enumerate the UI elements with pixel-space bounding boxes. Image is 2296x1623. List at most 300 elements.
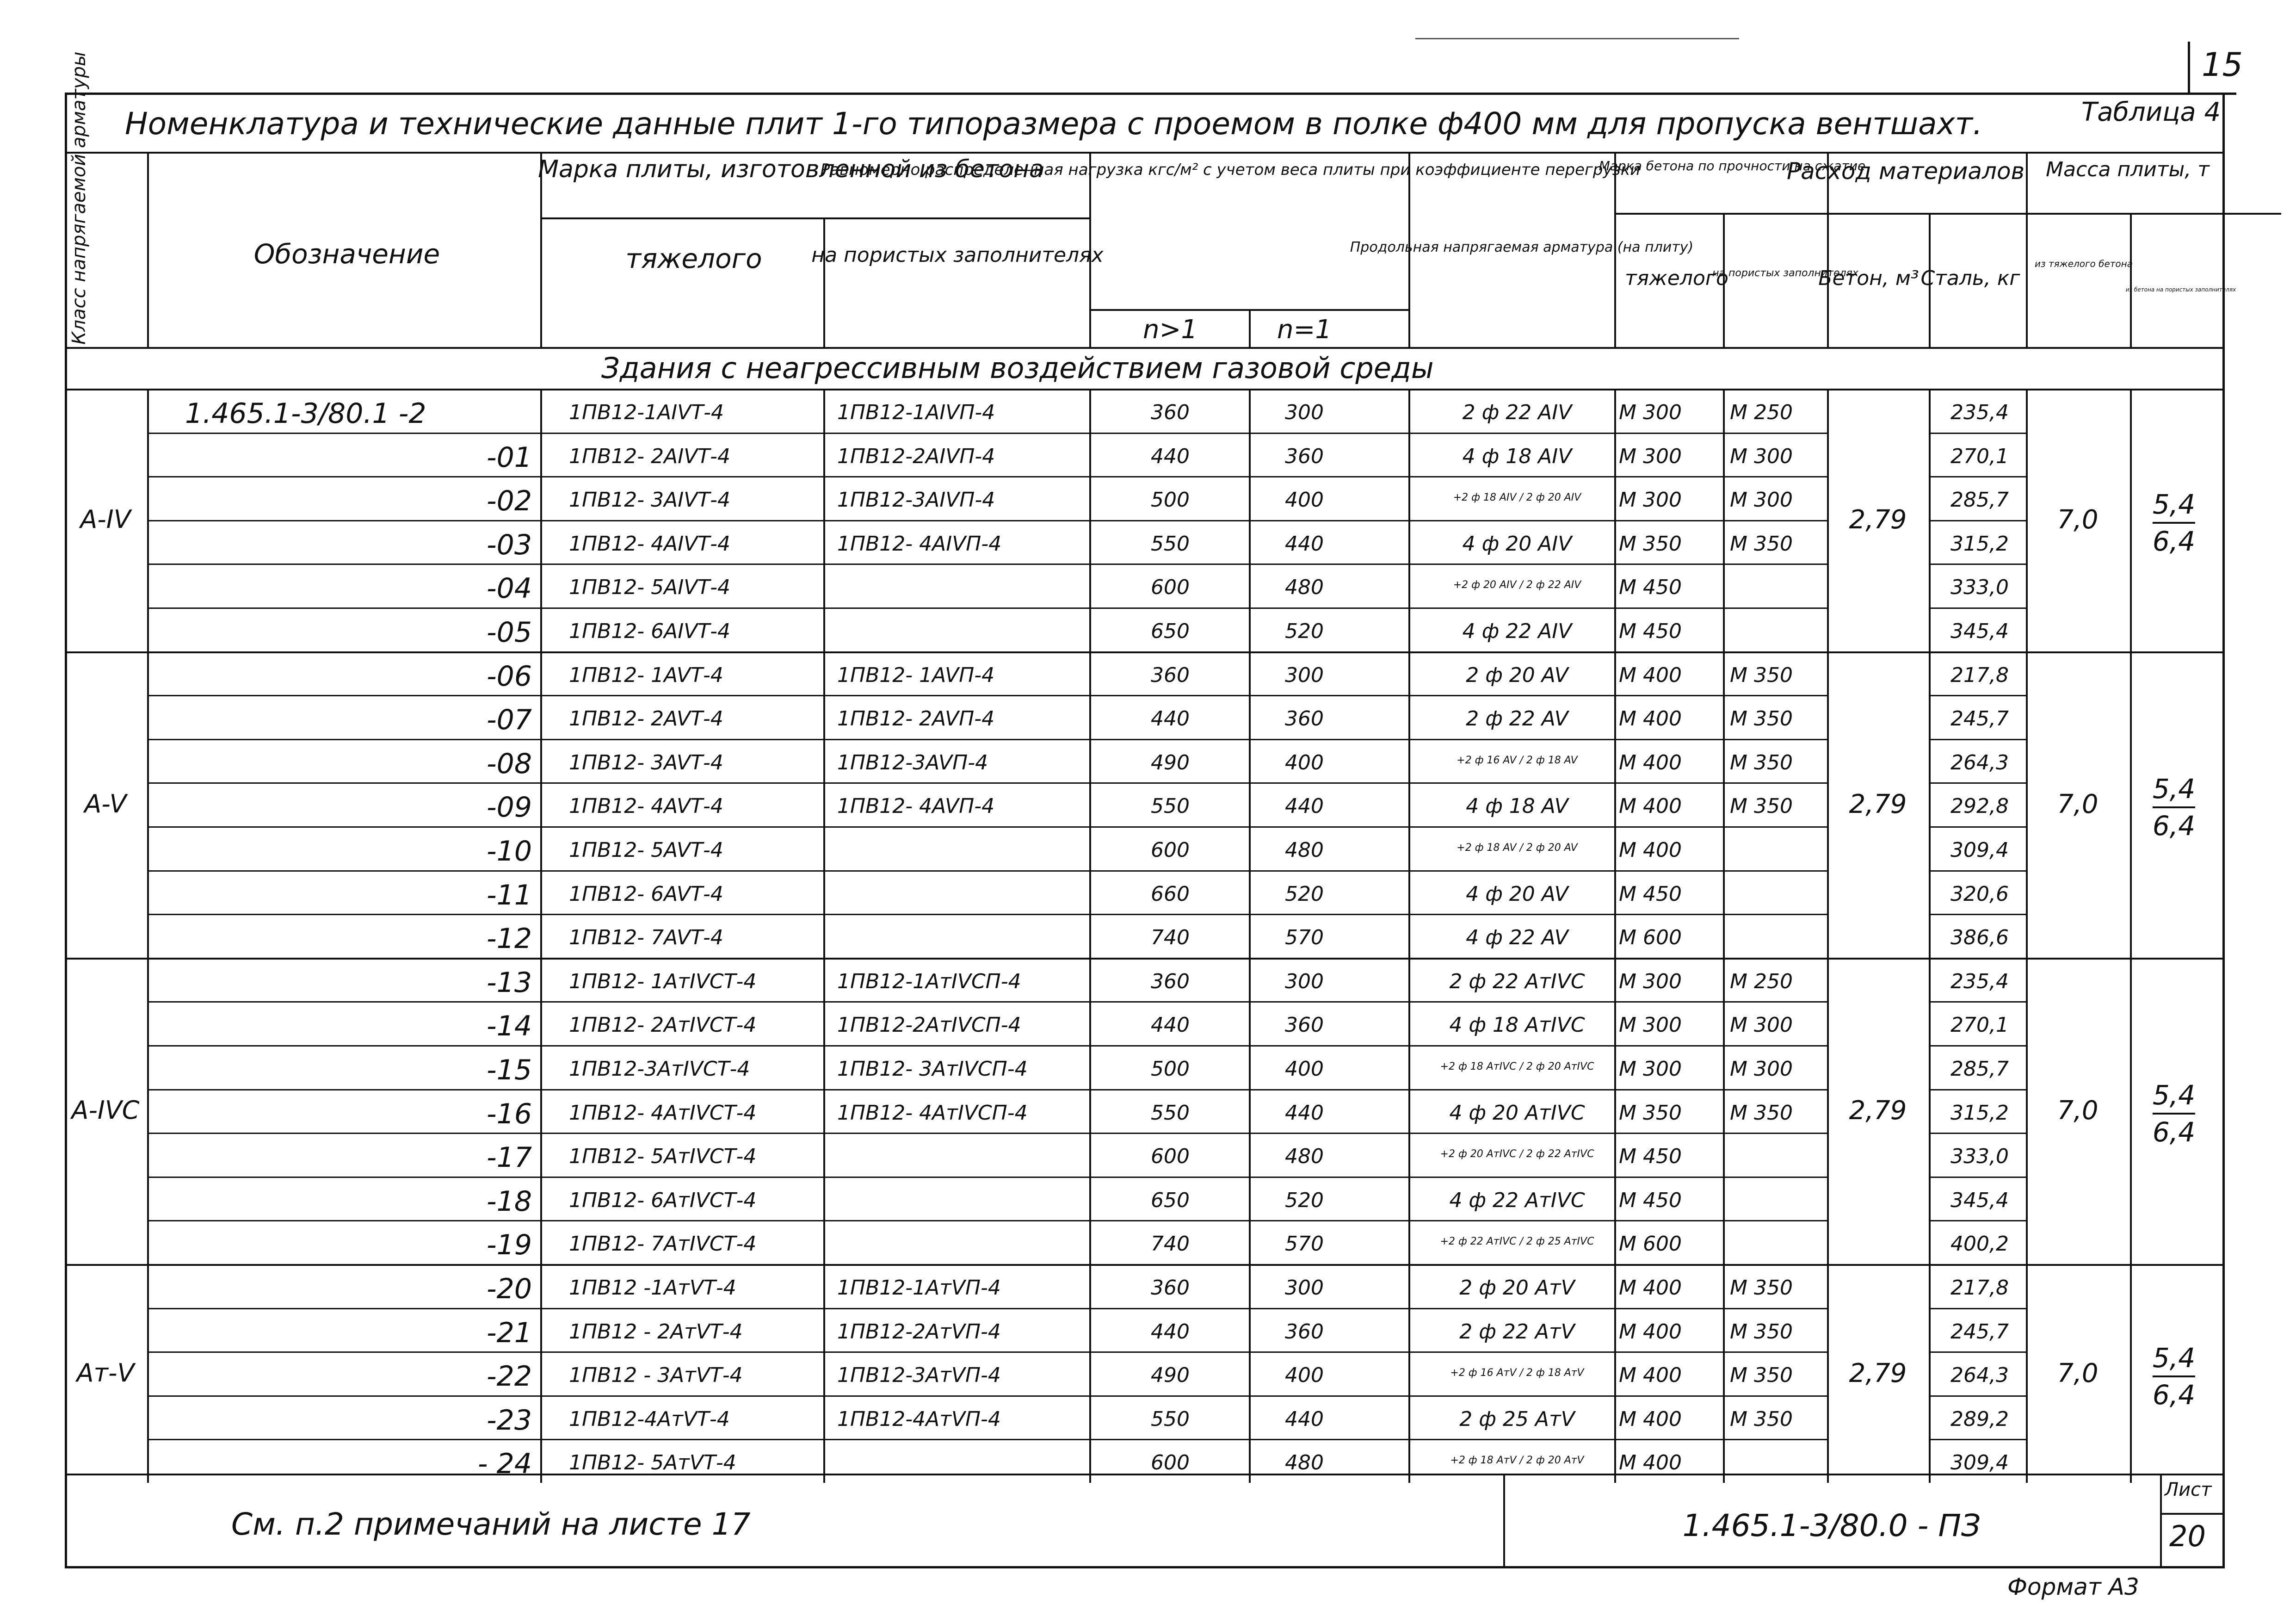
table-label: Таблица 4 — [2081, 97, 2221, 127]
grade-heavy-cell: М 450 — [1619, 882, 1682, 906]
row-separator-steel — [1929, 782, 2026, 784]
mark-heavy-cell: 1ПВ12- 6AтIVСТ-4 — [569, 1188, 757, 1212]
mark-heavy-cell: 1ПВ12- 4AтIVСТ-4 — [569, 1101, 757, 1125]
load-n2-cell: 360 — [1285, 707, 1324, 731]
load-n1-cell: 550 — [1151, 1101, 1190, 1125]
grade-heavy-cell: М 400 — [1619, 1451, 1682, 1475]
mark-heavy-cell: 1ПВ12- 7AVТ-4 — [569, 926, 723, 950]
mark-heavy-cell: 1ПВ12 - 3AтVТ-4 — [569, 1363, 743, 1388]
grade-heavy-cell: М 400 — [1619, 1363, 1682, 1388]
steel-cell: 285,7 — [1950, 488, 2009, 512]
rebar-cell: 2 ф 22 AтIVС — [1449, 969, 1585, 993]
rebar-cell: 2 ф 25 AтV — [1459, 1407, 1575, 1431]
load-n2-cell: 440 — [1285, 1407, 1324, 1431]
grade-heavy-cell: М 450 — [1619, 576, 1682, 600]
steel-cell: 345,4 — [1950, 1188, 2009, 1212]
group-mass-porous-top: 5,4 — [2152, 488, 2196, 520]
load-n2-cell: 520 — [1285, 882, 1324, 906]
group-mass-porous-top: 5,4 — [2152, 1079, 2196, 1111]
steel-cell: 400,2 — [1950, 1232, 2009, 1256]
footer-format: Формат А3 — [2007, 1573, 2139, 1600]
footer-doc-code: 1.465.1-3/80.0 - ПЗ — [1682, 1508, 1981, 1543]
load-n1-cell: 490 — [1151, 750, 1190, 774]
designation-cell: -01 — [487, 441, 532, 474]
footer-sheet-divider — [2160, 1474, 2162, 1568]
row-separator — [147, 1220, 1827, 1221]
load-n2-cell: 440 — [1285, 532, 1324, 556]
steel-cell: 309,4 — [1950, 838, 2009, 862]
top-stray-line — [1415, 38, 1739, 39]
load-n1-cell: 360 — [1151, 969, 1190, 993]
grade-heavy-cell: М 400 — [1619, 1407, 1682, 1431]
designation-cell: 1.465.1-3/80.1 -2 — [185, 397, 426, 430]
steel-cell: 285,7 — [1950, 1057, 2009, 1081]
rebar-cell: 4 ф 20 AV — [1466, 882, 1568, 906]
designation-cell: -09 — [487, 791, 532, 824]
load-n1-cell: 650 — [1151, 1188, 1190, 1212]
steel-cell: 264,3 — [1950, 1363, 2009, 1388]
grade-porous-cell: М 350 — [1730, 663, 1793, 687]
grade-porous-cell: М 350 — [1730, 1319, 1793, 1344]
grade-porous-cell: М 350 — [1730, 1276, 1793, 1300]
grade-heavy-cell: М 300 — [1619, 488, 1682, 512]
row-separator-steel — [1929, 914, 2026, 915]
grade-porous-cell: М 350 — [1730, 707, 1793, 731]
body-col-line — [823, 389, 825, 1483]
steel-cell: 315,2 — [1950, 1101, 2009, 1125]
header-mark-heavy: тяжелого — [625, 243, 762, 274]
rebar-cell: +2 ф 22 AтIVС / 2 ф 25 AтIVС — [1440, 1236, 1594, 1248]
load-n2-cell: 570 — [1285, 1232, 1324, 1256]
group-mass-porous — [2153, 773, 2195, 842]
mark-porous-cell: 1ПВ12- 4AIVП-4 — [837, 532, 1002, 556]
col-line-consumption — [1827, 152, 1829, 347]
group-mass-porous-bottom: 6,4 — [2152, 810, 2196, 842]
mark-heavy-cell: 1ПВ12-3AтIVСТ-4 — [569, 1057, 750, 1081]
row-separator-steel — [1929, 564, 2026, 565]
steel-cell: 345,4 — [1950, 619, 2009, 643]
footer-sheet-label: Лист — [2165, 1479, 2212, 1500]
load-n2-cell: 360 — [1285, 1013, 1324, 1037]
mark-heavy-cell: 1ПВ12- 1AVТ-4 — [569, 663, 723, 687]
load-n1-cell: 440 — [1151, 707, 1190, 731]
rebar-cell: 2 ф 22 AтV — [1459, 1319, 1575, 1344]
designation-cell: -11 — [487, 879, 532, 911]
row-separator — [147, 1308, 1827, 1309]
group-mass-heavy: 7,0 — [2057, 1358, 2098, 1388]
load-n1-cell: 600 — [1151, 576, 1190, 600]
load-n2-cell: 520 — [1285, 1188, 1324, 1212]
group-class-label: A-IVC — [71, 1095, 140, 1125]
rebar-cell: 2 ф 22 AIV — [1462, 401, 1572, 424]
row-separator — [147, 607, 1827, 609]
mark-heavy-cell: 1ПВ12- 4AVТ-4 — [569, 794, 723, 818]
designation-cell: -10 — [487, 835, 532, 867]
group-concrete: 2,79 — [1849, 789, 1907, 819]
mark-heavy-cell: 1ПВ12- 2AтIVСТ-4 — [569, 1013, 757, 1037]
mark-porous-cell: 1ПВ12-1AтVП-4 — [837, 1276, 1001, 1300]
load-n2-cell: 480 — [1285, 1451, 1324, 1475]
mark-heavy-cell: 1ПВ12- 4AIVТ-4 — [569, 532, 731, 556]
section-top-line — [65, 347, 2225, 349]
grade-heavy-cell: М 450 — [1619, 619, 1682, 643]
load-n1-cell: 660 — [1151, 882, 1190, 906]
load-n1-cell: 600 — [1151, 838, 1190, 862]
mark-porous-cell: 1ПВ12- 4AVП-4 — [837, 794, 995, 818]
row-separator-steel — [1929, 695, 2026, 696]
load-n1-cell: 500 — [1151, 1057, 1190, 1081]
load-n2-cell: 480 — [1285, 838, 1324, 862]
load-n2-cell: 360 — [1285, 1319, 1324, 1344]
header-class — [68, 51, 90, 345]
mark-heavy-cell: 1ПВ12- 5AVТ-4 — [569, 838, 723, 862]
body-col-line — [1408, 389, 1410, 1483]
grade-porous-cell: М 350 — [1730, 794, 1793, 818]
mark-porous-cell: 1ПВ12-2AIVП-4 — [837, 444, 995, 468]
header-consumption-group: Расход материалов — [1786, 158, 2025, 185]
header-mass-group: Масса плиты, т — [2046, 158, 2210, 181]
steel-cell: 309,4 — [1950, 1451, 2009, 1475]
group-mass-heavy: 7,0 — [2057, 1095, 2098, 1126]
grade-porous-cell: М 300 — [1730, 444, 1793, 468]
table-frame — [65, 93, 2225, 1568]
row-separator — [147, 433, 1827, 434]
load-n2-cell: 300 — [1285, 401, 1324, 424]
designation-cell: -13 — [487, 966, 532, 999]
title-bottom-line — [65, 152, 2225, 154]
load-n2-cell: 400 — [1285, 750, 1324, 774]
mark-heavy-cell: 1ПВ12-4AтVТ-4 — [569, 1407, 730, 1431]
rebar-cell: +2 ф 18 AV / 2 ф 20 AV — [1457, 842, 1578, 854]
row-separator — [147, 1001, 1827, 1003]
group-separator — [65, 958, 2225, 960]
header-load-n2: n=1 — [1277, 315, 1332, 345]
body-col-line — [1723, 389, 1725, 1483]
mark-sub-line — [540, 217, 1089, 219]
row-separator — [147, 782, 1827, 784]
load-n1-cell: 360 — [1151, 663, 1190, 687]
steel-cell: 245,7 — [1950, 1319, 2009, 1344]
fraction-bar — [2153, 1113, 2195, 1115]
grade-porous-cell: М 250 — [1730, 969, 1793, 993]
col-line-load-mid — [1249, 309, 1251, 347]
mark-heavy-cell: 1ПВ12-1AIVТ-4 — [569, 401, 724, 424]
steel-cell: 320,6 — [1950, 882, 2009, 906]
body-col-line — [2130, 389, 2132, 1483]
load-n2-cell: 300 — [1285, 969, 1324, 993]
grade-heavy-cell: М 600 — [1619, 1232, 1682, 1256]
load-n1-cell: 360 — [1151, 1276, 1190, 1300]
row-separator — [147, 870, 1827, 872]
body-col-line — [1614, 389, 1616, 1483]
load-n2-cell: 480 — [1285, 1145, 1324, 1169]
footer-divider — [1503, 1474, 1505, 1568]
load-n1-cell: 360 — [1151, 401, 1190, 424]
grade-porous-cell: М 300 — [1730, 1057, 1793, 1081]
mark-heavy-cell: 1ПВ12 - 2AтVТ-4 — [569, 1319, 743, 1344]
page-number: 15 — [2202, 46, 2243, 84]
footer-note: См. п.2 примечаний на листе 17 — [231, 1506, 751, 1542]
body-col-line — [147, 389, 149, 1483]
designation-cell: -02 — [487, 485, 532, 518]
load-n2-cell: 400 — [1285, 1057, 1324, 1081]
load-n2-cell: 400 — [1285, 1363, 1324, 1388]
steel-cell: 235,4 — [1950, 969, 2009, 993]
grade-heavy-cell: М 350 — [1619, 1101, 1682, 1125]
header-mark-group: Марка плиты, изготовленной из бетона — [538, 155, 1044, 183]
row-separator-steel — [1929, 433, 2026, 434]
mark-porous-cell: 1ПВ12-3AVП-4 — [837, 750, 988, 774]
col-line-grade-mid — [1723, 213, 1725, 347]
group-class-label: A-V — [84, 789, 127, 818]
load-n2-cell: 570 — [1285, 926, 1324, 950]
mark-heavy-cell: 1ПВ12- 1AтIVСТ-4 — [569, 969, 757, 993]
mark-porous-cell: 1ПВ12-2AтIVСП-4 — [837, 1013, 1021, 1037]
row-separator-steel — [1929, 1439, 2026, 1440]
mark-porous-cell: 1ПВ12- 3AтIVСП-4 — [837, 1057, 1028, 1081]
rebar-cell: +2 ф 16 AтV / 2 ф 18 AтV — [1450, 1367, 1584, 1379]
mark-heavy-cell: 1ПВ12- 2AIVТ-4 — [569, 444, 731, 468]
designation-cell: -16 — [487, 1097, 532, 1130]
col-line-mark-mid — [823, 217, 825, 347]
mark-heavy-cell: 1ПВ12- 2AVТ-4 — [569, 707, 723, 731]
mark-heavy-cell: 1ПВ12- 6AIVТ-4 — [569, 619, 731, 643]
grade-porous-cell: М 350 — [1730, 1407, 1793, 1431]
group-mass-porous-top: 5,4 — [2152, 773, 2196, 805]
designation-cell: -18 — [487, 1185, 532, 1218]
rebar-cell: +2 ф 20 AIV / 2 ф 22 AIV — [1453, 579, 1581, 591]
group-mass-porous-bottom: 6,4 — [2152, 525, 2196, 557]
load-n1-cell: 440 — [1151, 444, 1190, 468]
row-separator-steel — [1929, 1177, 2026, 1178]
load-n2-cell: 360 — [1285, 444, 1324, 468]
body-col-line — [1249, 389, 1251, 1483]
group-concrete: 2,79 — [1849, 504, 1907, 535]
body-col-line — [540, 389, 542, 1483]
designation-cell: -22 — [487, 1360, 532, 1393]
col-line-designation — [540, 152, 542, 347]
grade-heavy-cell: М 400 — [1619, 1319, 1682, 1344]
row-separator-steel — [1929, 1395, 2026, 1397]
rebar-cell: 4 ф 22 AтIVС — [1449, 1188, 1585, 1212]
rebar-cell: +2 ф 18 AтV / 2 ф 20 AтV — [1450, 1455, 1584, 1467]
body-col-line — [1929, 389, 1931, 1483]
steel-cell: 217,8 — [1950, 663, 2009, 687]
load-n2-cell: 440 — [1285, 1101, 1324, 1125]
header-grade-porous: на пористых заполнителях — [1712, 267, 1858, 279]
group-mass-heavy: 7,0 — [2057, 504, 2098, 535]
body-col-line — [2026, 389, 2028, 1483]
steel-cell: 386,6 — [1950, 926, 2009, 950]
footer-top-line — [65, 1474, 2225, 1475]
grade-heavy-cell: М 300 — [1619, 1013, 1682, 1037]
header-steel: Сталь, кг — [1920, 266, 2020, 290]
rebar-cell: 4 ф 20 AIV — [1462, 532, 1572, 556]
load-n1-cell: 650 — [1151, 619, 1190, 643]
steel-cell: 235,4 — [1950, 401, 2009, 424]
header-concrete: Бетон, м³ — [1818, 266, 1919, 290]
header-grade-group: Марка бетона по прочности на сжатие — [1599, 158, 1866, 173]
col-line-mass — [2026, 152, 2028, 347]
grade-porous-cell: М 350 — [1730, 532, 1793, 556]
load-n1-cell: 500 — [1151, 488, 1190, 512]
col-line-class — [147, 152, 149, 347]
load-n2-cell: 480 — [1285, 576, 1324, 600]
mark-heavy-cell: 1ПВ12- 6AVТ-4 — [569, 882, 723, 906]
mark-heavy-cell: 1ПВ12- 3AVТ-4 — [569, 750, 723, 774]
rebar-cell: 2 ф 22 AV — [1466, 707, 1568, 731]
group-concrete: 2,79 — [1849, 1095, 1907, 1126]
header-grade-heavy: тяжелого — [1625, 266, 1728, 290]
row-separator — [147, 1133, 1827, 1134]
rebar-cell: +2 ф 18 AIV / 2 ф 20 AIV — [1453, 492, 1581, 504]
row-separator — [147, 1351, 1827, 1353]
grade-sub-line — [1614, 213, 2281, 215]
body-col-line — [1089, 389, 1091, 1483]
mark-porous-cell: 1ПВ12-3AтVП-4 — [837, 1363, 1001, 1388]
footer-sheet-number: 20 — [2169, 1519, 2206, 1553]
designation-cell: -12 — [487, 923, 532, 955]
steel-cell: 292,8 — [1950, 794, 2009, 818]
header-class-text: Класс напрягаемой арматуры — [68, 51, 90, 345]
mark-heavy-cell: 1ПВ12- 3AIVТ-4 — [569, 488, 731, 512]
group-mass-porous — [2153, 1079, 2195, 1148]
group-mass-porous-top: 5,4 — [2152, 1342, 2196, 1374]
group-concrete: 2,79 — [1849, 1358, 1907, 1388]
col-line-mass-mid — [2130, 213, 2132, 347]
load-n1-cell: 550 — [1151, 532, 1190, 556]
row-separator — [147, 826, 1827, 828]
load-n1-cell: 490 — [1151, 1363, 1190, 1388]
header-load-group: Равномерно распределенная нагрузка кгс/м² с учетом веса плиты при коэффициенте перегрузки — [820, 161, 1641, 179]
steel-cell: 270,1 — [1950, 444, 2009, 468]
load-n1-cell: 550 — [1151, 1407, 1190, 1431]
steel-cell: 315,2 — [1950, 532, 2009, 556]
header-mass-heavy: из тяжелого бетона — [2035, 258, 2133, 269]
grade-heavy-cell: М 450 — [1619, 1188, 1682, 1212]
col-line-consumption-mid — [1929, 213, 1931, 347]
mark-porous-cell: 1ПВ12- 2AVП-4 — [837, 707, 995, 731]
row-separator-steel — [1929, 520, 2026, 521]
grade-heavy-cell: М 400 — [1619, 750, 1682, 774]
load-n1-cell: 740 — [1151, 926, 1190, 950]
row-separator — [147, 1177, 1827, 1178]
footer-sheet-line — [2160, 1513, 2225, 1515]
body-col-line — [1827, 389, 1829, 1483]
designation-cell: -21 — [487, 1316, 532, 1349]
mark-heavy-cell: 1ПВ12- 7AтIVСТ-4 — [569, 1232, 757, 1256]
grade-heavy-cell: М 350 — [1619, 532, 1682, 556]
steel-cell: 217,8 — [1950, 1276, 2009, 1300]
fraction-bar — [2153, 522, 2195, 524]
steel-cell: 264,3 — [1950, 750, 2009, 774]
steel-cell: 289,2 — [1950, 1407, 2009, 1431]
row-separator-steel — [1929, 826, 2026, 828]
row-separator-steel — [1929, 1001, 2026, 1003]
header-load-n1: n>1 — [1142, 315, 1198, 345]
rebar-cell: 2 ф 20 AV — [1466, 663, 1568, 687]
section-bottom-line — [65, 389, 2225, 390]
row-separator-steel — [1929, 1351, 2026, 1353]
grade-porous-cell: М 300 — [1730, 1013, 1793, 1037]
grade-heavy-cell: М 600 — [1619, 926, 1682, 950]
col-line-load — [1089, 152, 1091, 347]
mark-porous-cell: 1ПВ12-1AIVП-4 — [837, 401, 995, 424]
grade-porous-cell: М 250 — [1730, 401, 1793, 424]
fraction-bar — [2153, 806, 2195, 808]
designation-cell: -06 — [487, 660, 532, 693]
designation-cell: -07 — [487, 704, 532, 737]
mark-heavy-cell: 1ПВ12- 5AIVТ-4 — [569, 576, 731, 600]
designation-cell: -23 — [487, 1404, 532, 1437]
load-n2-cell: 520 — [1285, 619, 1324, 643]
rebar-cell: 2 ф 20 AтV — [1459, 1276, 1575, 1300]
grade-heavy-cell: М 450 — [1619, 1145, 1682, 1169]
mark-porous-cell: 1ПВ12- 4AтIVСП-4 — [837, 1101, 1028, 1125]
header-mass-porous: из бетона на пористых заполнителях — [2125, 286, 2236, 293]
row-separator-steel — [1929, 739, 2026, 740]
rebar-cell: 4 ф 18 AV — [1466, 794, 1568, 818]
load-n2-cell: 400 — [1285, 488, 1324, 512]
rebar-cell: 4 ф 18 AIV — [1462, 444, 1572, 468]
load-n1-cell: 740 — [1151, 1232, 1190, 1256]
grade-porous-cell: М 350 — [1730, 750, 1793, 774]
steel-cell: 270,1 — [1950, 1013, 2009, 1037]
mark-porous-cell: 1ПВ12-4AтVП-4 — [837, 1407, 1001, 1431]
rebar-cell: 4 ф 22 AIV — [1462, 619, 1572, 643]
mark-heavy-cell: 1ПВ12 -1AтVТ-4 — [569, 1276, 736, 1300]
designation-cell: -03 — [487, 528, 532, 561]
row-separator — [147, 1395, 1827, 1397]
grade-heavy-cell: М 400 — [1619, 838, 1682, 862]
row-separator — [147, 520, 1827, 521]
table-title: Номенклатура и технические данные плит 1-го типоразмера с проемом в полке ф400 мм для пропуска вентшахт. — [125, 106, 1983, 142]
row-separator — [147, 476, 1827, 477]
grade-porous-cell: М 300 — [1730, 488, 1793, 512]
mark-heavy-cell: 1ПВ12- 5AтIVСТ-4 — [569, 1145, 757, 1169]
grade-heavy-cell: М 400 — [1619, 1276, 1682, 1300]
grade-heavy-cell: М 400 — [1619, 707, 1682, 731]
row-separator-steel — [1929, 870, 2026, 872]
grade-heavy-cell: М 300 — [1619, 401, 1682, 424]
row-separator — [147, 1089, 1827, 1090]
steel-cell: 245,7 — [1950, 707, 2009, 731]
header-rebar: Продольная напрягаемая арматура (на плиту) — [1350, 239, 1694, 255]
load-n1-cell: 550 — [1151, 794, 1190, 818]
designation-cell: -19 — [487, 1229, 532, 1262]
designation-cell: -04 — [487, 572, 532, 605]
load-n1-cell: 600 — [1151, 1145, 1190, 1169]
rebar-cell: +2 ф 18 AтIVС / 2 ф 20 AтIVС — [1440, 1061, 1594, 1072]
group-mass-porous-bottom: 6,4 — [2152, 1379, 2196, 1411]
section-title: Здания с неагрессивным воздействием газовой среды — [601, 351, 1434, 385]
rebar-cell: +2 ф 16 AV / 2 ф 18 AV — [1457, 754, 1578, 766]
rebar-cell: 4 ф 18 AтIVС — [1449, 1013, 1585, 1037]
grade-porous-cell: М 350 — [1730, 1101, 1793, 1125]
designation-cell: -08 — [487, 747, 532, 780]
designation-cell: -20 — [487, 1273, 532, 1305]
group-separator — [65, 1264, 2225, 1266]
grade-heavy-cell: М 400 — [1619, 794, 1682, 818]
group-class-label: A-IV — [80, 504, 131, 534]
row-separator — [147, 564, 1827, 565]
mark-heavy-cell: 1ПВ12- 5AтVТ-4 — [569, 1451, 736, 1475]
row-separator — [147, 695, 1827, 696]
mark-porous-cell: 1ПВ12-2AтVП-4 — [837, 1319, 1001, 1344]
designation-cell: -15 — [487, 1054, 532, 1086]
load-n1-cell: 440 — [1151, 1013, 1190, 1037]
rebar-cell: 4 ф 20 AтIVС — [1449, 1101, 1585, 1125]
